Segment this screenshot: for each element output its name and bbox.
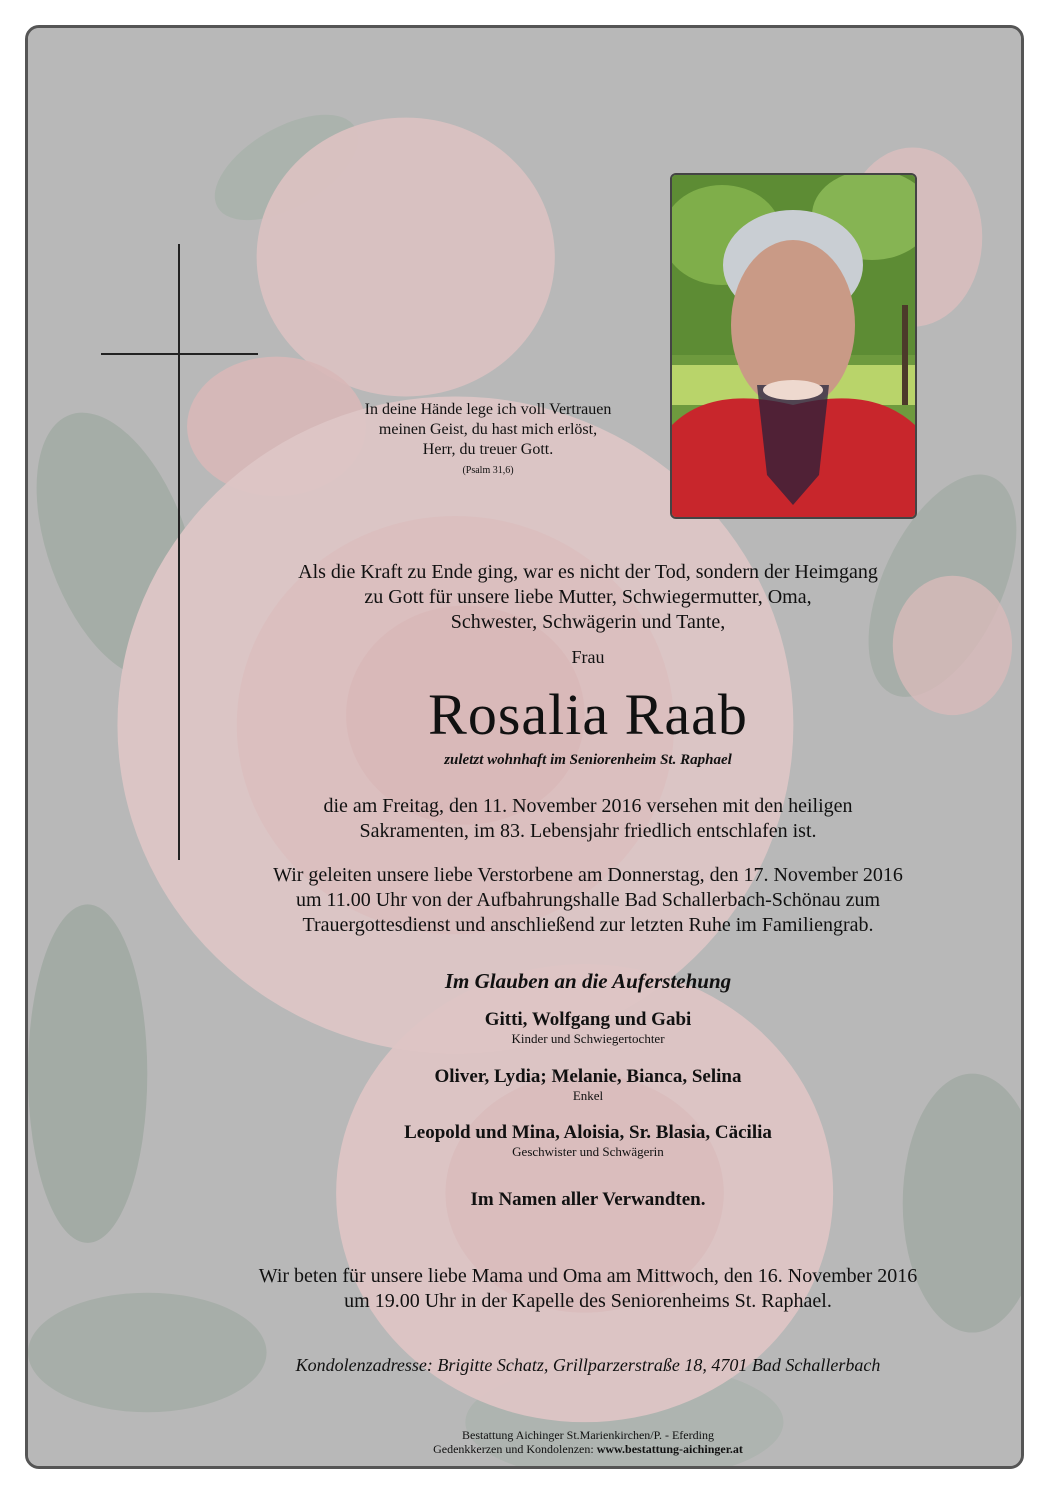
mourner-relation: Enkel: [572, 1088, 604, 1103]
deceased-name: Rosalia Raab: [428, 682, 748, 747]
mourner-relation: Kinder und Schwiegertochter: [511, 1031, 665, 1046]
intro-line: Schwester, Schwägerin und Tante,: [450, 611, 726, 633]
funeral-line: um 11.00 Uhr von der Aufbahrungshalle Bad Schallerbach-Schönau zum: [295, 889, 881, 911]
verse-line: Herr, du treuer Gott.: [422, 441, 554, 458]
verse-line: In deine Hände lege ich voll Vertrauen: [364, 401, 612, 418]
footer: [28, 1428, 1024, 1456]
death-line: Sakramenten, im 83. Lebensjahr friedlich entschlafen ist.: [359, 820, 817, 842]
last-residence: zuletzt wohnhaft im Seniorenheim St. Raphael: [444, 752, 732, 768]
funeral-line: Trauergottesdienst und anschließend zur letzten Ruhe im Familiengrab.: [302, 914, 874, 936]
cross-horizontal-bar: [101, 353, 258, 355]
mourner-group: [28, 1009, 1024, 1047]
faith-line: Im Glauben an die Auferstehung: [444, 969, 732, 993]
mourner-group: [28, 1066, 1024, 1104]
prayer-line: Wir beten für unsere liebe Mama und Oma am Mittwoch, den 16. November 2016: [258, 1265, 918, 1287]
death-line: die am Freitag, den 11. November 2016 versehen mit den heiligen: [323, 795, 853, 817]
verse-line: meinen Geist, du hast mich erlöst,: [378, 421, 598, 438]
intro-text: [28, 560, 1024, 635]
prayer-info: [28, 1264, 1024, 1314]
mourner-group: [28, 1122, 1024, 1160]
salutation: Frau: [571, 647, 605, 667]
verse-reference: (Psalm 31,6): [462, 465, 514, 476]
funeral-info: [28, 863, 1024, 938]
mourner-names: Gitti, Wolfgang und Gabi: [484, 1009, 692, 1030]
funeral-home-name: Bestattung Aichinger St.Marienkirchen/P. - Eferding: [462, 1428, 714, 1442]
death-notice: [28, 794, 1024, 844]
intro-line: Als die Kraft zu Ende ging, war es nicht der Tod, sondern der Heimgang: [298, 561, 878, 583]
footer-web-line: [28, 1442, 1024, 1456]
funeral-line: Wir geleiten unsere liebe Verstorbene am Donnerstag, den 17. November 2016: [273, 864, 903, 886]
intro-line: zu Gott für unsere liebe Mutter, Schwiegermutter, Oma,: [364, 586, 812, 608]
condolence-address: Kondolenzadresse: Brigitte Schatz, Grillparzerstraße 18, 4701 Bad Schallerbach: [295, 1355, 881, 1375]
prayer-line: um 19.00 Uhr in der Kapelle des Seniorenheims St. Raphael.: [344, 1290, 832, 1312]
mourner-names: Leopold und Mina, Aloisia, Sr. Blasia, Cäcilia: [404, 1122, 772, 1143]
all-relatives-line: Im Namen aller Verwandten.: [470, 1189, 706, 1210]
footer-website-link[interactable]: www.bestattung-aichinger.at: [596, 1442, 743, 1456]
footer-web-prefix: Gedenkkerzen und Kondolenzen:: [433, 1442, 597, 1456]
mourner-names: Oliver, Lydia; Melanie, Bianca, Selina: [434, 1066, 742, 1087]
psalm-verse: [288, 400, 688, 482]
portrait-photo: [670, 173, 917, 519]
obituary-card: [25, 25, 1024, 1469]
mourner-relation: Geschwister und Schwägerin: [512, 1144, 664, 1159]
portrait-image: [672, 175, 915, 517]
